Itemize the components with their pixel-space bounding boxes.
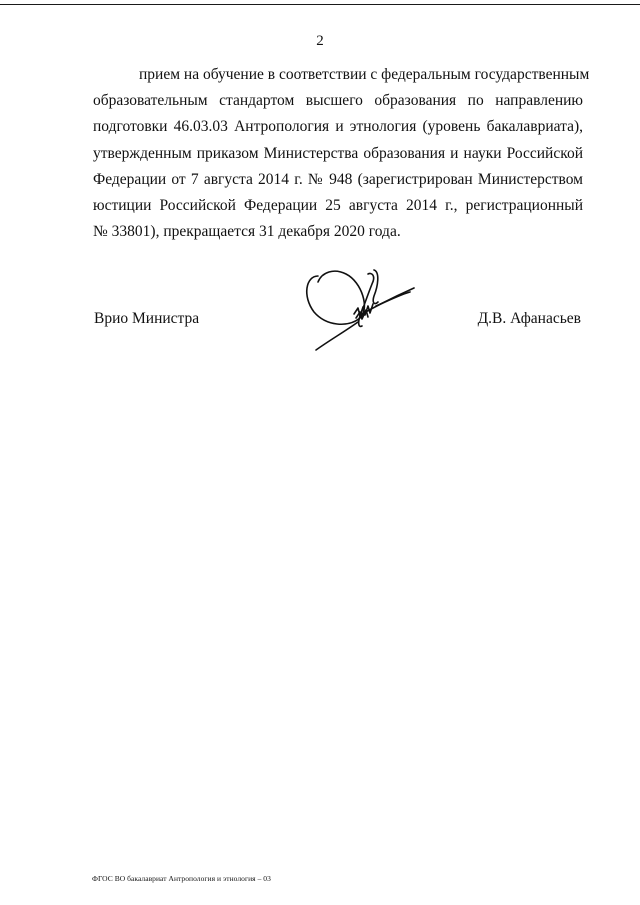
signatory-title: Врио Министра [94,310,200,327]
paragraph-line: № 33801), прекращается 31 декабря 2020 года. [93,223,401,241]
page-number: 2 [316,33,324,49]
paragraph-line: Федерации от 7 августа 2014 г. № 948 (зарегистрирован Министерством [93,170,583,188]
paragraph-line: юстиции Российской Федерации 25 августа 2014 г., регистрационный [93,197,583,215]
paragraph-line: подготовки 46.03.03 Антропология и этнология (уровень бакалавриата), [93,118,583,136]
paragraph-line: прием на обучение в соответствии с федеральным государственным [139,66,590,83]
document-paragraph [93,62,590,245]
paragraph-line: образовательным стандартом высшего образования по направлению [93,92,583,110]
footer-document-code: ФГОС ВО бакалавриат Антропология и этнология – 03 [92,874,271,883]
paragraph-line: утвержденным приказом Министерства образования и науки Российской [93,144,583,162]
top-border-line [0,4,640,5]
signatory-name: Д.В. Афанасьев [477,310,581,327]
handwritten-signature [296,262,426,357]
